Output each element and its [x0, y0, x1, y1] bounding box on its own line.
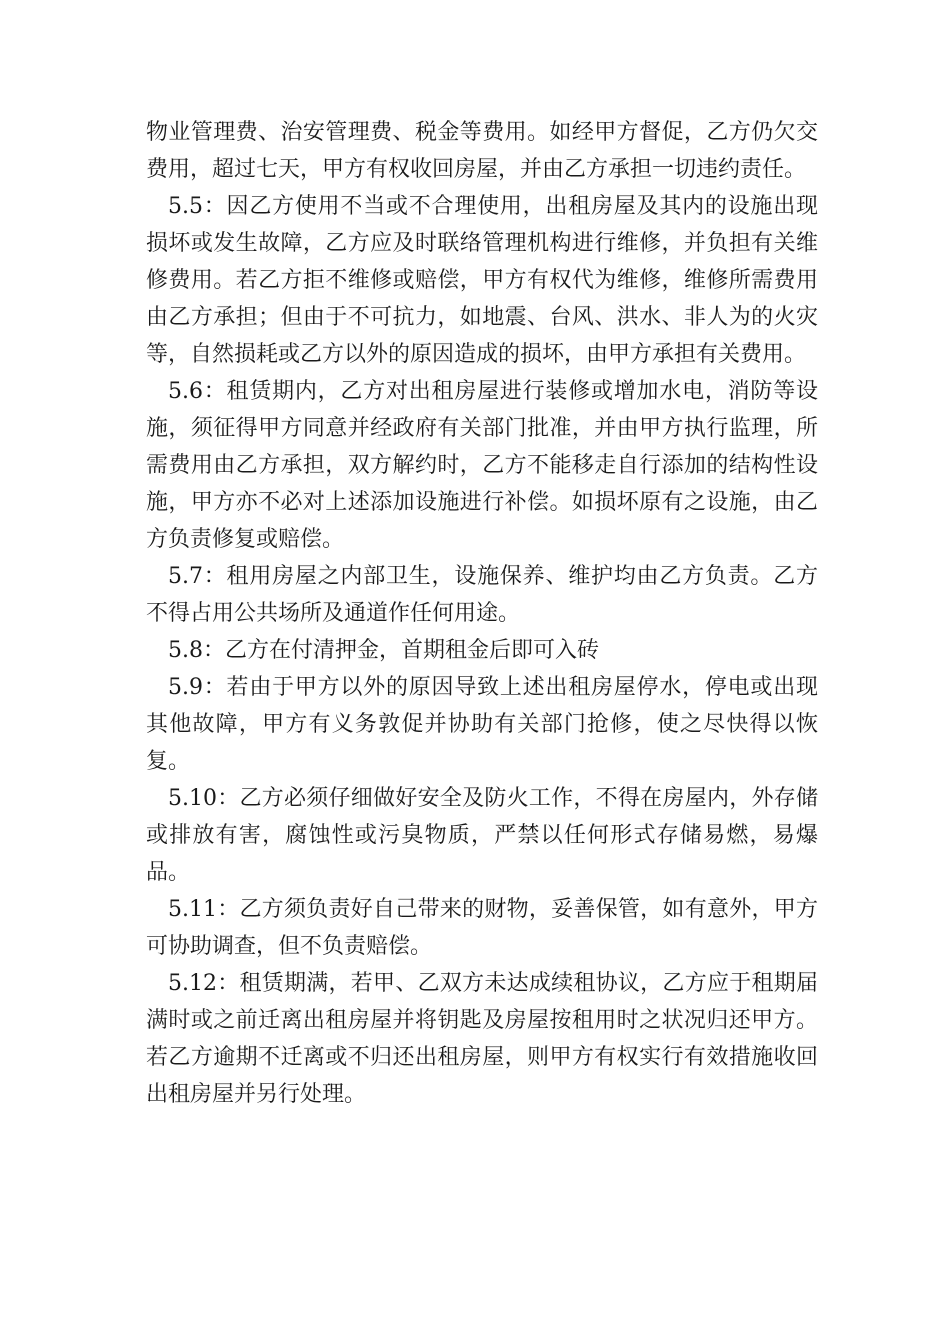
paragraph-5-6: 5.6：租赁期内，乙方对出租房屋进行装修或增加水电，消防等设施，须征得甲方同意并经政府有关部门批准，并由甲方执行监理，所需费用由乙方承担，双方解约时，乙方不能移走自行添加的结构性设施，甲方亦不必对上述添加设施进行补偿。如损坏原有之设施，由乙方负责修复或赔偿。	[146, 379, 818, 552]
paragraph-5-7: 5.7：租用房屋之内部卫生，设施保养、维护均由乙方负责。乙方不得占用公共场所及通道作任何用途。	[146, 564, 818, 626]
paragraph-5-8: 5.8：乙方在付清押金，首期租金后即可入砖	[168, 638, 599, 663]
paragraph-5-9: 5.9：若由于甲方以外的原因导致上述出租房屋停水，停电或出现其他故障，甲方有义务敦促并协助有关部门抢修，使之尽快得以恢复。	[146, 675, 818, 774]
paragraph-5-5: 5.5：因乙方使用不当或不合理使用，出租房屋及其内的设施出现损坏或发生故障，乙方应及时联络管理机构进行维修，并负担有关维修费用。若乙方拒不维修或赔偿，甲方有权代为维修，维修所需费用由乙方承担；但由于不可抗力，如地震、台风、洪水、非人为的火灾等，自然损耗或乙方以外的原因造成的损坏，由甲方承担有关费用。	[146, 194, 818, 367]
paragraph-continuation: 物业管理费、治安管理费、税金等费用。如经甲方督促，乙方仍欠交费用，超过七天，甲方有权收回房屋，并由乙方承担一切违约责任。	[146, 120, 818, 182]
paragraph-5-11: 5.11：乙方须负责好自己带来的财物，妥善保管，如有意外，甲方可协助调查，但不负责赔偿。	[146, 897, 818, 959]
document-body	[146, 114, 818, 1113]
paragraph-5-12: 5.12：租赁期满，若甲、乙双方未达成续租协议，乙方应于租期届满时或之前迁离出租房屋并将钥匙及房屋按租用时之状况归还甲方。若乙方逾期不迁离或不归还出租房屋，则甲方有权实行有效措施收回出租房屋并另行处理。	[146, 971, 818, 1107]
paragraph-5-10: 5.10：乙方必须仔细做好安全及防火工作，不得在房屋内，外存储或排放有害，腐蚀性或污臭物质，严禁以任何形式存储易燃，易爆品。	[146, 786, 818, 885]
